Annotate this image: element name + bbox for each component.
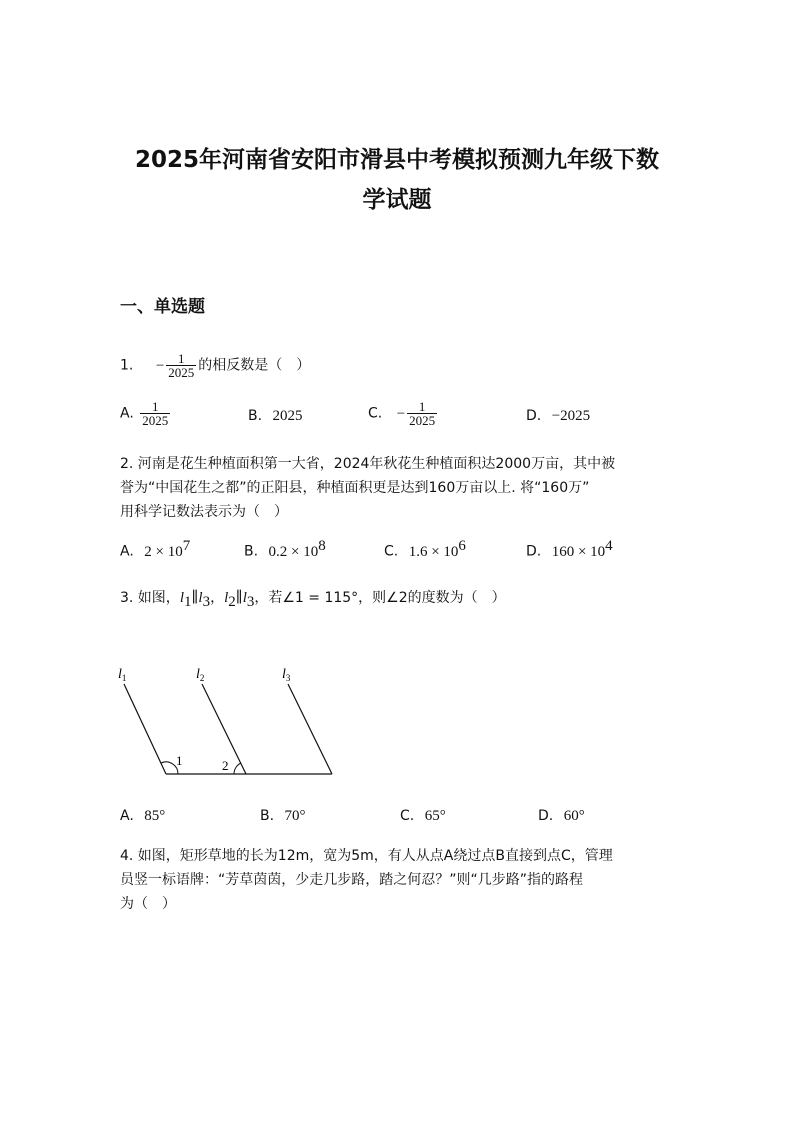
question-line: 誉为“中国花生之都”的正阳县，种植面积更是达到160万亩以上. 将“160万” bbox=[120, 480, 590, 496]
option-label: A. bbox=[120, 405, 134, 422]
q1-option-b[interactable] bbox=[248, 408, 303, 425]
label-l1: $l_1$ bbox=[118, 667, 127, 683]
minus-sign: − bbox=[396, 405, 406, 422]
fraction-denominator: 2025 bbox=[409, 413, 436, 428]
parallel-lines-figure bbox=[110, 660, 350, 790]
option-value: 70° bbox=[284, 808, 306, 824]
parallel-symbol: ∥ bbox=[191, 590, 199, 606]
q1-option-c[interactable] bbox=[368, 400, 439, 427]
question-1 bbox=[120, 352, 310, 379]
fraction-numerator: 1 bbox=[418, 399, 426, 414]
option-exponent: 4 bbox=[605, 538, 613, 554]
angle-1-label: 1 bbox=[176, 753, 183, 768]
line-subscript: 3 bbox=[202, 593, 211, 610]
q3-option-b[interactable] bbox=[260, 808, 306, 825]
option-value: 85° bbox=[144, 808, 166, 824]
title-line-1: 2025年河南省安阳市滑县中考模拟预测九年级下数 bbox=[134, 147, 659, 173]
option-value: −2025 bbox=[551, 408, 591, 424]
option-label: B. bbox=[260, 808, 275, 824]
section-heading: 一、单选题 bbox=[120, 297, 205, 317]
option-value: 2025 bbox=[272, 408, 303, 424]
q3-option-d[interactable] bbox=[538, 808, 585, 825]
question-text: ，若∠1 = 115°，则∠2的度数为（ ） bbox=[254, 590, 506, 606]
question-text: 3. 如图， bbox=[120, 590, 180, 606]
line-subscript: 3 bbox=[246, 593, 255, 610]
comma: ， bbox=[210, 590, 225, 606]
option-label: C. bbox=[368, 405, 383, 422]
fraction-denominator: 2025 bbox=[142, 413, 169, 428]
line-symbol: l bbox=[242, 590, 247, 606]
option-label: C. bbox=[400, 808, 415, 824]
question-number: 1. bbox=[120, 357, 134, 374]
fraction-denominator: 2025 bbox=[168, 365, 195, 380]
line-l1 bbox=[124, 684, 166, 774]
q1-option-d[interactable] bbox=[526, 408, 590, 425]
option-exponent: 7 bbox=[182, 538, 191, 554]
question-2 bbox=[120, 452, 615, 524]
angle-2-arc bbox=[234, 763, 241, 774]
q2-option-a[interactable] bbox=[120, 538, 190, 561]
option-label: C. bbox=[384, 543, 399, 560]
question-line: 用科学记数法表示为（ ） bbox=[120, 504, 288, 520]
question-text: 的相反数是（ ） bbox=[198, 357, 311, 374]
fraction-numerator: 1 bbox=[178, 351, 185, 366]
question-line: 2. 河南是花生种植面积第一大省，2024年秋花生种植面积达2000万亩，其中被 bbox=[120, 456, 616, 472]
line-subscript: 1 bbox=[183, 593, 192, 610]
q2-option-d[interactable] bbox=[526, 538, 613, 561]
minus-sign: − bbox=[155, 357, 165, 374]
option-base: 160 × 10 bbox=[551, 543, 606, 560]
page-title bbox=[0, 140, 794, 220]
question-line: 4. 如图，矩形草地的长为12m，宽为5m，有人从点A绕过点B直接到点C，管理 bbox=[120, 848, 613, 864]
option-exponent: 6 bbox=[458, 538, 466, 554]
fraction bbox=[407, 400, 437, 427]
option-value: 60° bbox=[563, 808, 585, 824]
option-label: B. bbox=[244, 543, 259, 560]
line-symbol: l bbox=[198, 590, 203, 606]
label-l2: $l_2$ bbox=[196, 667, 205, 683]
title-line-2: 学试题 bbox=[362, 187, 432, 213]
question-3 bbox=[120, 586, 506, 614]
question-4 bbox=[120, 844, 613, 916]
option-value: 65° bbox=[424, 808, 446, 824]
q3-option-a[interactable] bbox=[120, 808, 165, 825]
option-label: D. bbox=[526, 408, 542, 424]
question-line: 为（ ） bbox=[120, 896, 176, 912]
option-label: D. bbox=[538, 808, 554, 824]
line-symbol: l bbox=[224, 590, 229, 606]
option-label: A. bbox=[120, 808, 134, 824]
question-line: 员竖一标语牌：“芳草茵茵，少走几步路，踏之何忍？”则“几步路”指的路程 bbox=[120, 872, 584, 888]
angle-2-label: 2 bbox=[222, 758, 229, 773]
fraction bbox=[166, 352, 196, 379]
option-base: 2 × 10 bbox=[144, 543, 183, 560]
fraction bbox=[140, 400, 170, 427]
option-exponent: 8 bbox=[318, 538, 326, 554]
q2-option-c[interactable] bbox=[384, 538, 466, 561]
option-base: 0.2 × 10 bbox=[268, 543, 319, 560]
parallel-symbol: ∥ bbox=[235, 590, 243, 606]
option-label: D. bbox=[526, 543, 542, 560]
option-base: 1.6 × 10 bbox=[408, 543, 459, 560]
option-label: B. bbox=[248, 408, 263, 424]
option-label: A. bbox=[120, 543, 134, 560]
fraction-numerator: 1 bbox=[151, 399, 159, 414]
line-symbol: l bbox=[179, 590, 184, 606]
line-subscript: 2 bbox=[228, 593, 236, 610]
q1-option-a[interactable] bbox=[120, 400, 172, 427]
q3-option-c[interactable] bbox=[400, 808, 446, 825]
q2-option-b[interactable] bbox=[244, 538, 326, 561]
label-l3: $l_3$ bbox=[282, 667, 291, 683]
line-l3 bbox=[288, 684, 332, 774]
